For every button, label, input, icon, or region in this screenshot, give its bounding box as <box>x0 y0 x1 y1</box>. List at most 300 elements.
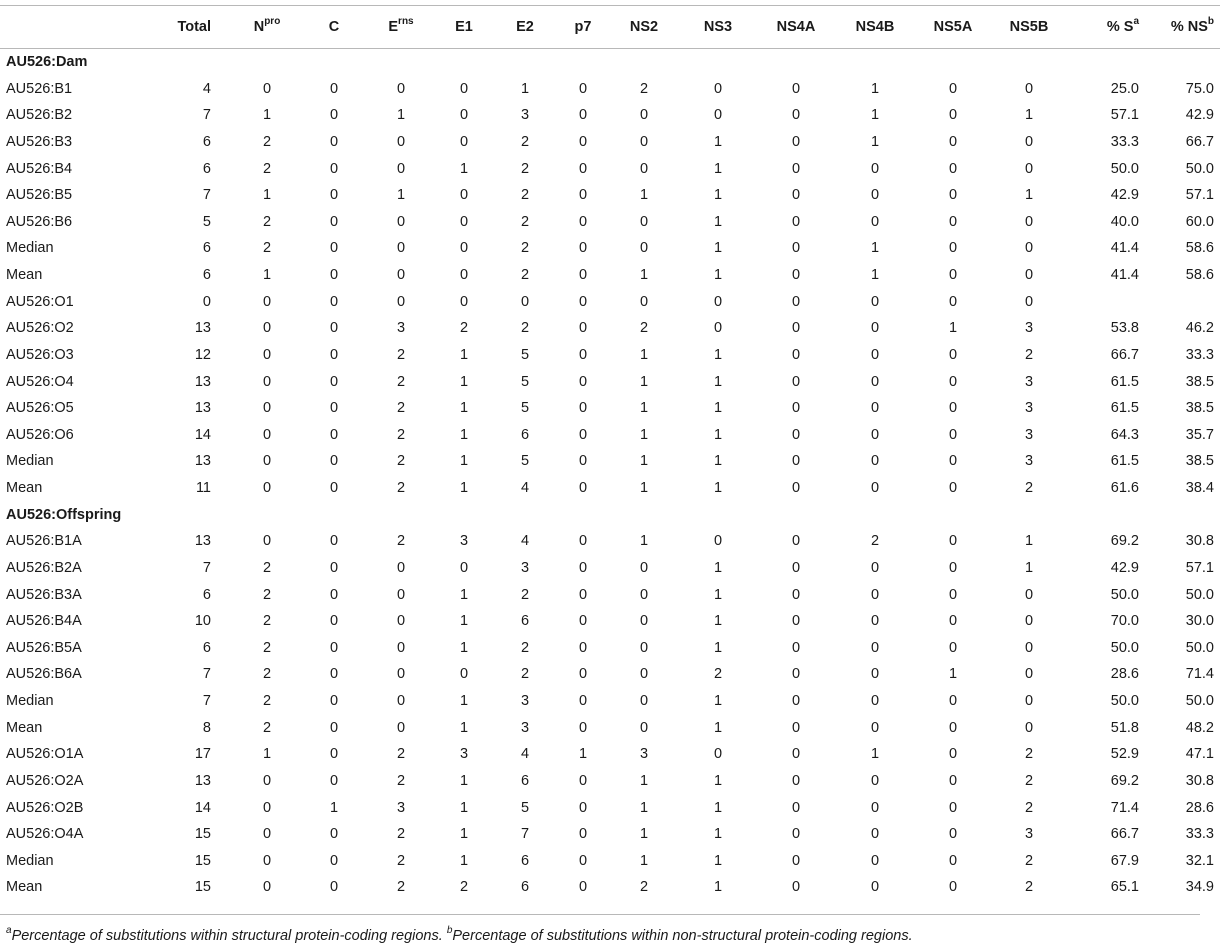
table-cell: 1 <box>459 852 469 869</box>
table-cell: 0 <box>329 772 339 789</box>
table-cell: 0 <box>639 613 649 630</box>
table-cell: 2 <box>396 346 406 363</box>
table-cell: 0 <box>396 613 406 630</box>
table-cell: 2 <box>396 879 406 896</box>
table-cell: 2 <box>262 160 272 177</box>
table-cell: 0 <box>262 453 272 470</box>
table-cell: 0 <box>329 346 339 363</box>
column-header-superscript: a <box>1133 16 1139 28</box>
table-cell: 11 <box>195 480 211 496</box>
table-cell: 0 <box>713 107 723 124</box>
table-cell: 3 <box>459 746 469 763</box>
table-cell: 6 <box>202 639 211 656</box>
table-cell: 30.8 <box>1185 772 1214 789</box>
table-cell: 67.9 <box>1110 852 1139 869</box>
table-cell: 0 <box>948 400 958 417</box>
table-cell: 1 <box>639 426 649 443</box>
table-cell: 0 <box>396 80 406 97</box>
substitution-table <box>0 5 1220 901</box>
table-cell: 2 <box>396 373 406 390</box>
table-cell: 1 <box>639 346 649 363</box>
table-cell <box>1145 289 1220 316</box>
table-cell: 2 <box>396 826 406 843</box>
table-cell: 2 <box>459 320 469 337</box>
table-cell: 0 <box>578 852 588 869</box>
row-label: AU526:B6A <box>6 666 82 683</box>
row-label: AU526:O5 <box>6 400 74 417</box>
table-cell: 64.3 <box>1110 426 1139 443</box>
table-cell: 7 <box>202 107 211 124</box>
row-label: Median <box>6 693 54 709</box>
table-cell: 0 <box>870 213 880 230</box>
table-cell: 0 <box>459 133 469 150</box>
table-cell: 0 <box>948 346 958 363</box>
column-header-label: Total <box>177 19 211 35</box>
table-cell: 0 <box>459 666 469 683</box>
table-cell: 1 <box>713 213 723 230</box>
table-cell: 2 <box>396 852 406 869</box>
table-cell: 0 <box>870 586 880 603</box>
table-cell: 52.9 <box>1110 746 1139 763</box>
table-cell: 2 <box>1024 772 1034 789</box>
table-cell: 0 <box>791 320 801 337</box>
table-cell: 2 <box>262 586 272 603</box>
table-cell: 0 <box>948 240 958 257</box>
row-label: AU526:O6 <box>6 426 74 443</box>
table-cell: 0 <box>578 719 588 736</box>
table-cell: 57.1 <box>1185 187 1214 204</box>
table-cell: 1 <box>713 879 723 896</box>
table-cell: 66.7 <box>1185 133 1214 150</box>
table-cell: 4 <box>520 480 530 496</box>
table-row <box>0 582 1220 609</box>
table-cell: 2 <box>870 533 880 550</box>
table-cell: 0 <box>578 213 588 230</box>
column-header <box>679 6 757 49</box>
table-cell: 3 <box>396 320 406 337</box>
table-cell: 5 <box>202 213 211 230</box>
table-cell: 0 <box>396 639 406 656</box>
table-cell: 0 <box>396 160 406 177</box>
table-cell: 0 <box>262 426 272 443</box>
table-cell: 0 <box>948 160 958 177</box>
table-cell: 0 <box>639 693 649 709</box>
table-cell: 3 <box>396 799 406 816</box>
table-cell: 0 <box>329 400 339 417</box>
table-cell: 61.5 <box>1110 453 1139 470</box>
table-cell: 1 <box>459 613 469 630</box>
table-cell: 1 <box>870 80 880 97</box>
table-cell: 1 <box>713 453 723 470</box>
column-header <box>991 6 1067 49</box>
table-cell: 1 <box>713 346 723 363</box>
table-cell: 0 <box>791 746 801 763</box>
table-cell: 0 <box>639 639 649 656</box>
table-cell: 2 <box>639 320 649 337</box>
table-cell: 0 <box>1024 267 1034 283</box>
table-cell: 0 <box>713 533 723 550</box>
table-cell: 1 <box>1024 533 1034 550</box>
table-cell: 0 <box>870 400 880 417</box>
table-cell: 0 <box>639 666 649 683</box>
table-cell: 0 <box>329 613 339 630</box>
table-cell: 2 <box>396 480 406 496</box>
table-cell: 5 <box>520 373 530 390</box>
table-cell: 58.6 <box>1185 267 1214 283</box>
table-cell: 0 <box>791 346 801 363</box>
row-label: Mean <box>6 879 43 896</box>
table-cell: 2 <box>262 559 272 576</box>
table-cell: 0 <box>870 480 880 496</box>
table-cell: 0 <box>1024 293 1034 310</box>
table-cell: 61.5 <box>1110 373 1139 390</box>
table-cell: 0 <box>948 639 958 656</box>
column-header-label: % S <box>1106 19 1134 35</box>
table-cell: 13 <box>194 453 211 470</box>
table-cell: 28.6 <box>1185 799 1214 816</box>
row-label: AU526:O2B <box>6 799 84 816</box>
column-header-label: NS4B <box>855 19 895 35</box>
table-cell: 4 <box>520 746 530 763</box>
row-label: AU526:O3 <box>6 346 74 363</box>
table-cell: 0 <box>791 293 801 310</box>
table-cell: 2 <box>396 453 406 470</box>
table-cell: 50.0 <box>1185 693 1214 709</box>
row-label: Mean <box>6 480 43 496</box>
footnote-b-mark: b <box>446 925 453 937</box>
table-cell: 0 <box>396 666 406 683</box>
table-cell: 1 <box>459 346 469 363</box>
table-cell: 0 <box>870 346 880 363</box>
table-cell: 0 <box>459 267 469 283</box>
table-cell: 50.0 <box>1185 160 1214 177</box>
table-cell: 0 <box>578 559 588 576</box>
table-cell: 0 <box>459 293 469 310</box>
table-cell: 6 <box>520 852 530 869</box>
table-cell: 58.6 <box>1185 240 1214 257</box>
table-cell: 0 <box>1024 693 1034 709</box>
table-cell: 2 <box>459 879 469 896</box>
table-cell: 0 <box>578 400 588 417</box>
table-cell: 6 <box>202 240 211 257</box>
table-cell: 0 <box>396 240 406 257</box>
table-cell: 0 <box>262 400 272 417</box>
column-header-label: NS5B <box>1009 19 1049 35</box>
table-cell: 2 <box>1024 480 1034 496</box>
row-label: Median <box>6 240 54 257</box>
table-cell: 0 <box>791 799 801 816</box>
table-cell: 1 <box>262 187 272 204</box>
table-cell: 0 <box>262 480 272 496</box>
table-cell: 1 <box>948 320 958 337</box>
table-cell: 1 <box>639 373 649 390</box>
column-header-label: E2 <box>516 19 534 35</box>
section-title: AU526:Dam <box>6 54 88 70</box>
table-cell: 3 <box>520 719 530 736</box>
table-cell: 7 <box>202 693 211 709</box>
table-cell: 0 <box>639 719 649 736</box>
table-cell: 32.1 <box>1185 852 1214 869</box>
table-cell: 13 <box>194 533 211 550</box>
table-cell: 0 <box>329 666 339 683</box>
table-cell: 48.2 <box>1185 719 1214 736</box>
table-cell: 0 <box>578 480 588 496</box>
table-cell: 1 <box>459 693 469 709</box>
table-cell: 0 <box>262 879 272 896</box>
table-cell: 0 <box>948 533 958 550</box>
table-cell: 0 <box>578 346 588 363</box>
table-cell: 2 <box>396 426 406 443</box>
table-cell: 0 <box>329 373 339 390</box>
row-label: AU526:O4 <box>6 373 74 390</box>
table-row <box>0 768 1220 795</box>
table-row <box>0 874 1220 901</box>
table-cell: 0 <box>520 293 530 310</box>
footnote-a-mark: a <box>6 925 12 937</box>
table-cell: 2 <box>520 133 530 150</box>
table-cell: 0 <box>791 826 801 843</box>
table-cell: 1 <box>459 719 469 736</box>
table-cell <box>1067 289 1145 316</box>
table-cell: 0 <box>870 826 880 843</box>
table-cell: 0 <box>948 826 958 843</box>
table-cell: 0 <box>791 187 801 204</box>
table-cell: 3 <box>520 693 530 709</box>
table-cell: 0 <box>791 879 801 896</box>
table-row <box>0 395 1220 422</box>
table-cell: 38.5 <box>1185 453 1214 470</box>
table-row <box>0 635 1220 662</box>
table-cell: 0 <box>639 107 649 124</box>
table-cell: 1 <box>713 772 723 789</box>
table-cell: 42.9 <box>1185 107 1214 124</box>
table-cell: 41.4 <box>1110 267 1139 283</box>
table-cell: 0 <box>578 187 588 204</box>
table-cell: 1 <box>713 586 723 603</box>
table-cell: 35.7 <box>1185 426 1214 443</box>
table-cell: 1 <box>262 107 272 124</box>
table-cell: 0 <box>791 639 801 656</box>
table-cell: 0 <box>870 559 880 576</box>
table-cell: 0 <box>329 453 339 470</box>
table-cell: 1 <box>713 240 723 257</box>
table-cell: 13 <box>194 772 211 789</box>
row-label: Mean <box>6 267 43 283</box>
table-cell: 0 <box>948 213 958 230</box>
table-row <box>0 448 1220 475</box>
table-cell: 40.0 <box>1110 213 1139 230</box>
table-cell: 1 <box>713 187 723 204</box>
column-header-label: E1 <box>455 19 473 35</box>
row-label: AU526:B2A <box>6 559 82 576</box>
table-cell: 0 <box>459 559 469 576</box>
table-cell: 0 <box>948 453 958 470</box>
table-cell: 1 <box>713 480 723 496</box>
table-cell: 0 <box>262 826 272 843</box>
table-cell: 1 <box>713 133 723 150</box>
table-cell: 3 <box>1024 320 1034 337</box>
table-cell: 0 <box>948 373 958 390</box>
table-cell: 14 <box>194 426 211 443</box>
table-cell: 5 <box>520 799 530 816</box>
table-cell: 2 <box>1024 852 1034 869</box>
table-cell: 0 <box>329 240 339 257</box>
table-cell: 33.3 <box>1185 826 1214 843</box>
table-cell: 0 <box>329 746 339 763</box>
column-header-label: E <box>388 19 399 35</box>
table-cell: 0 <box>329 879 339 896</box>
table-cell: 61.5 <box>1110 400 1139 417</box>
table-cell: 69.2 <box>1110 772 1139 789</box>
column-header-label: N <box>253 19 265 35</box>
row-label: AU526:O2 <box>6 320 74 337</box>
table-cell: 2 <box>396 400 406 417</box>
table-cell: 0 <box>948 719 958 736</box>
table-cell: 14 <box>194 799 211 816</box>
table-cell: 0 <box>948 852 958 869</box>
table-cell: 0 <box>948 293 958 310</box>
table-cell: 7 <box>202 666 211 683</box>
table-cell: 0 <box>948 746 958 763</box>
table-cell: 4 <box>202 80 211 97</box>
table-cell: 0 <box>870 293 880 310</box>
table-cell: 0 <box>791 559 801 576</box>
table-cell: 0 <box>262 852 272 869</box>
table-cell: 0 <box>578 799 588 816</box>
table-row <box>0 661 1220 688</box>
table-cell: 0 <box>459 187 469 204</box>
table-cell: 0 <box>791 852 801 869</box>
row-label: Median <box>6 852 54 869</box>
table-cell: 12 <box>194 346 211 363</box>
table-cell: 0 <box>639 293 649 310</box>
table-cell: 0 <box>791 719 801 736</box>
table-cell: 0 <box>578 453 588 470</box>
table-cell: 0 <box>870 719 880 736</box>
table-cell: 0 <box>791 453 801 470</box>
table-cell: 50.0 <box>1185 639 1214 656</box>
table-cell: 2 <box>262 213 272 230</box>
table-cell: 1 <box>713 719 723 736</box>
table-cell: 15 <box>194 852 211 869</box>
table-cell: 0 <box>948 613 958 630</box>
table-cell: 34.9 <box>1185 879 1214 896</box>
table-cell: 2 <box>262 133 272 150</box>
table-cell: 0 <box>1024 613 1034 630</box>
table-cell: 1 <box>713 373 723 390</box>
table-cell: 1 <box>713 852 723 869</box>
table-row <box>0 182 1220 209</box>
table-cell: 0 <box>329 107 339 124</box>
table-cell: 53.8 <box>1110 320 1139 337</box>
table-cell: 0 <box>578 666 588 683</box>
table-cell: 25.0 <box>1110 80 1139 97</box>
table-cell: 30.8 <box>1185 533 1214 550</box>
table-cell: 1 <box>578 746 588 763</box>
table-cell: 1 <box>870 107 880 124</box>
table-row <box>0 422 1220 449</box>
table-row <box>0 475 1220 502</box>
table-cell: 1 <box>713 426 723 443</box>
table-cell: 3 <box>639 746 649 763</box>
row-label: AU526:B4A <box>6 613 82 630</box>
table-cell: 71.4 <box>1185 666 1214 683</box>
table-cell: 1 <box>639 826 649 843</box>
table-cell: 13 <box>194 400 211 417</box>
table-cell: 0 <box>396 293 406 310</box>
row-label: Mean <box>6 719 43 736</box>
table-cell: 0 <box>329 533 339 550</box>
table-cell: 50.0 <box>1110 639 1139 656</box>
table-cell: 50.0 <box>1110 160 1139 177</box>
table-cell: 66.7 <box>1110 346 1139 363</box>
table-cell: 1 <box>459 799 469 816</box>
table-row <box>0 342 1220 369</box>
column-header <box>609 6 679 49</box>
table-cell: 1 <box>396 107 406 124</box>
table-cell: 0 <box>639 559 649 576</box>
table-cell: 0 <box>713 746 723 763</box>
table-cell: 51.8 <box>1110 719 1139 736</box>
table-cell: 0 <box>262 799 272 816</box>
table-cell: 2 <box>520 639 530 656</box>
column-header <box>493 6 557 49</box>
table-cell: 1 <box>713 639 723 656</box>
table-row <box>0 235 1220 262</box>
table-cell: 2 <box>262 240 272 257</box>
table-cell: 0 <box>713 80 723 97</box>
table-cell: 38.4 <box>1185 480 1214 496</box>
table-cell: 0 <box>791 693 801 709</box>
column-header-label: p7 <box>574 19 592 35</box>
table-cell: 1 <box>329 799 339 816</box>
table-cell: 3 <box>1024 826 1034 843</box>
table-cell: 0 <box>870 693 880 709</box>
table-cell: 57.1 <box>1185 559 1214 576</box>
table-cell: 2 <box>520 666 530 683</box>
table-cell: 1 <box>639 852 649 869</box>
row-label: AU526:B4 <box>6 160 73 177</box>
row-label: AU526:B1 <box>6 80 73 97</box>
table-cell: 0 <box>578 426 588 443</box>
table-cell: 2 <box>520 586 530 603</box>
table-row <box>0 795 1220 822</box>
table-cell: 2 <box>639 879 649 896</box>
table-cell: 0 <box>1024 719 1034 736</box>
table-cell: 1 <box>639 267 649 283</box>
table-cell: 6 <box>202 133 211 150</box>
table-cell: 1 <box>459 826 469 843</box>
table-cell: 38.5 <box>1185 373 1214 390</box>
table-cell: 1 <box>459 400 469 417</box>
table-cell: 0 <box>713 293 723 310</box>
table-cell: 0 <box>459 213 469 230</box>
table-cell: 0 <box>791 373 801 390</box>
table-cell: 33.3 <box>1185 346 1214 363</box>
table-row <box>0 289 1220 316</box>
table-cell: 1 <box>459 373 469 390</box>
table-cell: 1 <box>639 453 649 470</box>
table-cell: 0 <box>791 213 801 230</box>
table-cell: 41.4 <box>1110 240 1139 257</box>
table-cell: 0 <box>870 453 880 470</box>
table-cell: 70.0 <box>1110 613 1139 630</box>
column-header <box>915 6 991 49</box>
table-cell: 0 <box>639 240 649 257</box>
footnote-b-text: Percentage of substitutions within non-structural protein-coding regions. <box>452 928 913 944</box>
table-header-row <box>0 6 1220 49</box>
table-cell: 0 <box>791 586 801 603</box>
